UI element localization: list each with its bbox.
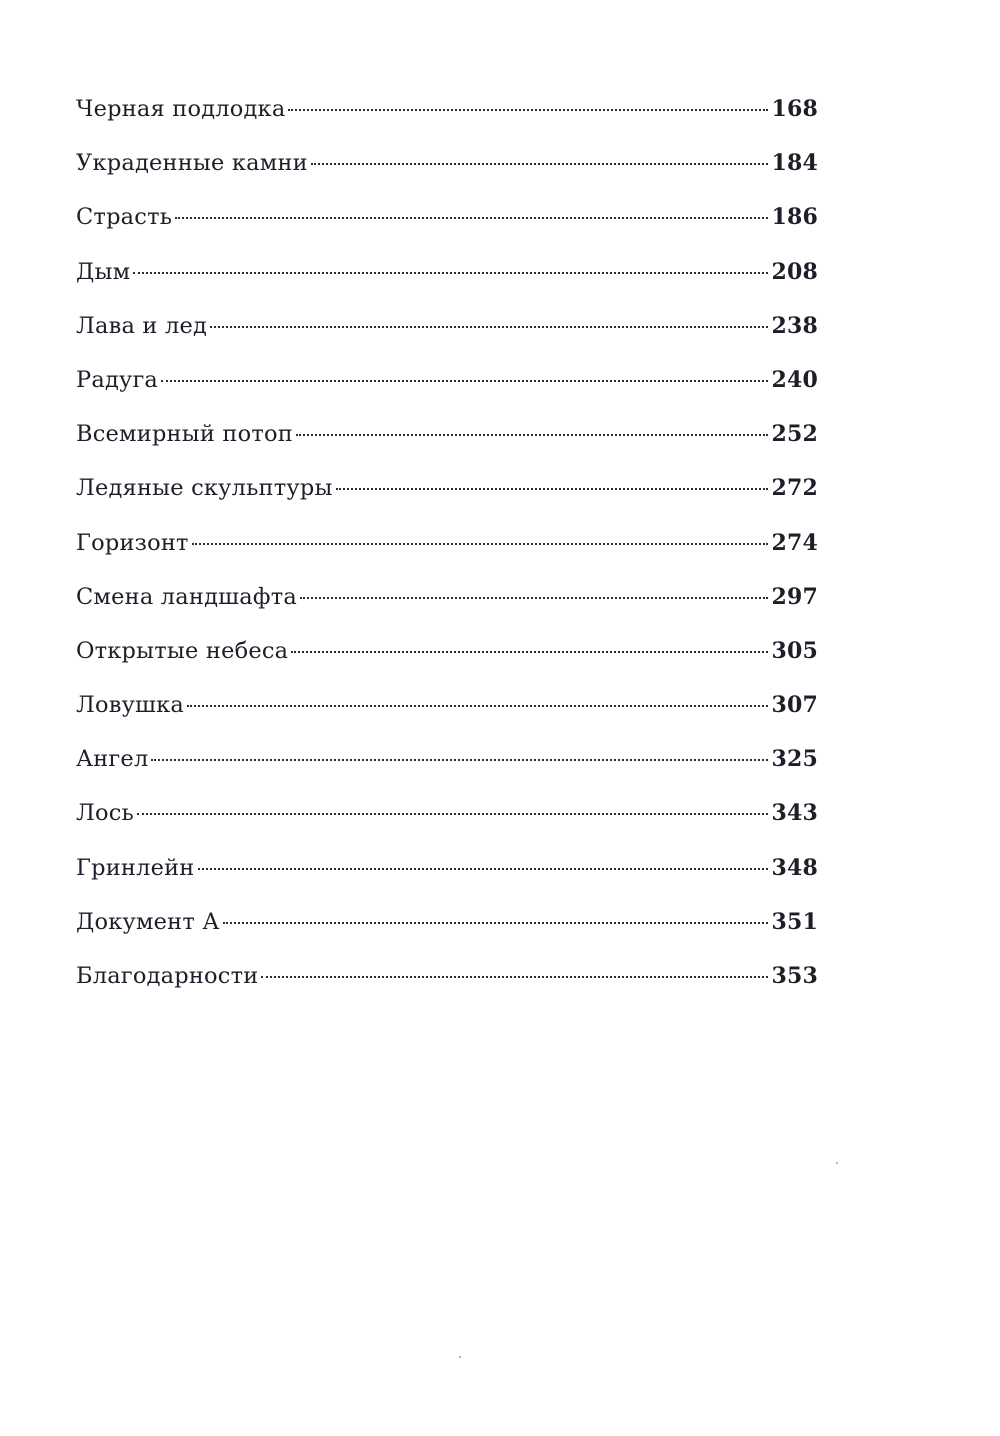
toc-entry <box>76 800 818 854</box>
paper-speck <box>836 1162 838 1164</box>
toc-entry-page: 168 <box>771 96 818 122</box>
dot-leader <box>198 868 769 870</box>
toc-entry-title: Ловушка <box>76 692 185 719</box>
toc-entry-page: 238 <box>771 312 818 339</box>
dot-leader <box>133 272 768 274</box>
toc-entry-page: 252 <box>771 421 818 448</box>
toc-entry <box>76 421 818 475</box>
toc-entry-title: Черная подлодка <box>76 96 286 122</box>
dot-leader <box>288 109 768 111</box>
dot-leader <box>192 543 769 545</box>
toc-entry-page: 343 <box>771 800 818 827</box>
dot-leader <box>311 163 769 165</box>
toc-entry-title: Документ А <box>76 908 220 935</box>
dot-leader <box>175 217 768 219</box>
toc-entry-title: Радуга <box>76 366 159 393</box>
dot-leader <box>223 922 769 924</box>
toc-entry <box>76 584 818 638</box>
toc-entry-title: Всемирный потоп <box>76 421 293 448</box>
toc-entry-title: Лось <box>76 800 134 827</box>
toc-entry-page: 184 <box>771 150 818 177</box>
toc-entry-title: Страсть <box>76 204 173 231</box>
dot-leader <box>300 597 769 599</box>
toc-entry-title: Дым <box>76 258 131 285</box>
toc-entry <box>76 259 818 313</box>
toc-entry-title: Гринлейн <box>76 854 195 881</box>
toc-entry-title: Лава и лед <box>76 312 208 339</box>
toc-entry-title: Ледяные скульптуры <box>76 475 333 502</box>
toc-entry <box>76 530 818 584</box>
dot-leader <box>336 488 769 490</box>
toc-entry <box>76 963 818 1017</box>
toc-entry <box>76 909 818 963</box>
toc-entry-title: Благодарности <box>76 963 259 989</box>
toc-entry-page: 305 <box>771 637 818 664</box>
toc-entry <box>76 367 818 421</box>
toc-entry-title: Ангел <box>76 746 149 773</box>
toc-entry-page: 208 <box>771 258 818 285</box>
toc-entry-title: Горизонт <box>76 529 189 556</box>
toc-entry <box>76 313 818 367</box>
toc-entry-page: 351 <box>771 908 818 935</box>
toc-entry <box>76 692 818 746</box>
dot-leader <box>161 380 768 382</box>
toc-entry <box>76 638 818 692</box>
dot-leader <box>151 759 768 761</box>
toc-entry <box>76 746 818 800</box>
toc-entry-page: 348 <box>771 854 818 881</box>
toc-entry <box>76 96 818 150</box>
toc-entry-page: 186 <box>771 204 818 231</box>
dot-leader <box>137 813 768 815</box>
toc-entry-page: 353 <box>771 963 818 989</box>
toc-entry-title: Открытые небеса <box>76 637 289 664</box>
toc-entry-page: 297 <box>771 583 818 610</box>
paper-speck <box>459 1356 461 1358</box>
dot-leader <box>210 326 768 328</box>
toc-entry <box>76 204 818 258</box>
toc-entry-title: Украденные камни <box>76 150 308 177</box>
toc-entry-page: 274 <box>771 529 818 556</box>
toc-entry <box>76 855 818 909</box>
toc-entry <box>76 475 818 529</box>
dot-leader <box>261 976 768 978</box>
toc-entry-page: 272 <box>771 475 818 502</box>
table-of-contents <box>76 96 818 1017</box>
dot-leader <box>187 705 768 707</box>
toc-entry-title: Смена ландшафта <box>76 583 297 610</box>
dot-leader <box>296 434 769 436</box>
toc-entry-page: 307 <box>771 692 818 719</box>
toc-entry <box>76 150 818 204</box>
toc-entry-page: 325 <box>771 746 818 773</box>
toc-entry-page: 240 <box>771 366 818 393</box>
dot-leader <box>291 651 768 653</box>
